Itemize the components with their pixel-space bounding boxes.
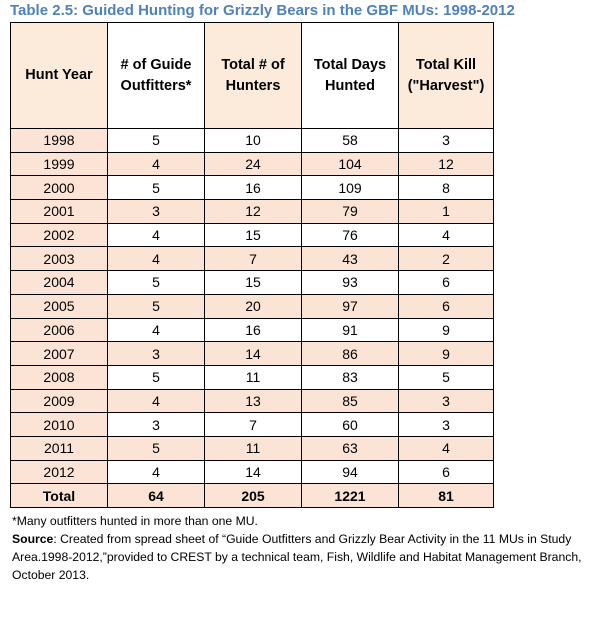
table-row	[11, 460, 494, 484]
header-total-days: Total Days Hunted	[302, 23, 399, 129]
table-title: Table 2.5: Guided Hunting for Grizzly Bears in the GBF MUs: 1998-2012	[10, 2, 515, 19]
cell-hunters: 16	[205, 176, 302, 200]
cell-guide-outfitters: 4	[108, 318, 205, 342]
table-row	[11, 200, 494, 224]
table-notes	[12, 512, 602, 584]
table-row	[11, 129, 494, 153]
cell-days-hunted: 91	[302, 318, 399, 342]
cell-guide-outfitters: 4	[108, 460, 205, 484]
header-hunt-year: Hunt Year	[11, 23, 108, 129]
cell-year: 2009	[11, 389, 108, 413]
cell-guide-outfitters: 5	[108, 271, 205, 295]
table-row	[11, 294, 494, 318]
cell-hunters: 7	[205, 247, 302, 271]
cell-kill: 8	[399, 176, 494, 200]
cell-kill: 12	[399, 152, 494, 176]
total-row	[11, 484, 494, 508]
cell-days-hunted: 58	[302, 129, 399, 153]
cell-hunters: 11	[205, 436, 302, 460]
cell-kill: 6	[399, 460, 494, 484]
total-kill: 81	[399, 484, 494, 508]
header-guide-outfitters: # of Guide Outfitters*	[108, 23, 205, 129]
cell-hunters: 14	[205, 342, 302, 366]
table-row	[11, 365, 494, 389]
cell-year: 2012	[11, 460, 108, 484]
table-row	[11, 413, 494, 437]
table-row	[11, 436, 494, 460]
cell-days-hunted: 104	[302, 152, 399, 176]
cell-kill: 3	[399, 389, 494, 413]
cell-days-hunted: 83	[302, 365, 399, 389]
cell-year: 2008	[11, 365, 108, 389]
cell-guide-outfitters: 5	[108, 294, 205, 318]
cell-kill: 9	[399, 318, 494, 342]
cell-year: 2005	[11, 294, 108, 318]
cell-kill: 3	[399, 129, 494, 153]
cell-hunters: 16	[205, 318, 302, 342]
cell-hunters: 15	[205, 223, 302, 247]
header-total-kill: Total Kill ("Harvest")	[399, 23, 494, 129]
cell-days-hunted: 43	[302, 247, 399, 271]
cell-guide-outfitters: 5	[108, 436, 205, 460]
cell-year: 1999	[11, 152, 108, 176]
cell-days-hunted: 60	[302, 413, 399, 437]
cell-days-hunted: 76	[302, 223, 399, 247]
cell-year: 2010	[11, 413, 108, 437]
cell-hunters: 7	[205, 413, 302, 437]
cell-guide-outfitters: 4	[108, 247, 205, 271]
total-label: Total	[11, 484, 108, 508]
cell-days-hunted: 93	[302, 271, 399, 295]
hunting-data-table	[10, 22, 494, 508]
total-days-hunted: 1221	[302, 484, 399, 508]
cell-hunters: 12	[205, 200, 302, 224]
cell-year: 2003	[11, 247, 108, 271]
cell-kill: 1	[399, 200, 494, 224]
cell-kill: 9	[399, 342, 494, 366]
table-row	[11, 176, 494, 200]
source-label: Source	[12, 532, 54, 546]
cell-days-hunted: 63	[302, 436, 399, 460]
table-row	[11, 318, 494, 342]
cell-guide-outfitters: 4	[108, 223, 205, 247]
cell-year: 2000	[11, 176, 108, 200]
cell-year: 2011	[11, 436, 108, 460]
cell-year: 1998	[11, 129, 108, 153]
cell-year: 2007	[11, 342, 108, 366]
cell-guide-outfitters: 4	[108, 389, 205, 413]
cell-guide-outfitters: 5	[108, 176, 205, 200]
cell-days-hunted: 97	[302, 294, 399, 318]
cell-hunters: 13	[205, 389, 302, 413]
cell-guide-outfitters: 3	[108, 200, 205, 224]
cell-guide-outfitters: 3	[108, 413, 205, 437]
cell-hunters: 20	[205, 294, 302, 318]
source-text: : Created from spread sheet of “Guide Outfitters and Grizzly Bear Activity in the 11 MUs in Study Area.1998-2012,”provided to CREST by a technical team, Fish, Wildlife and Habitat Management Branch, October 2013.	[12, 532, 582, 582]
cell-kill: 6	[399, 271, 494, 295]
cell-kill: 4	[399, 436, 494, 460]
cell-guide-outfitters: 5	[108, 365, 205, 389]
cell-hunters: 10	[205, 129, 302, 153]
header-row	[11, 23, 494, 129]
cell-year: 2002	[11, 223, 108, 247]
cell-kill: 2	[399, 247, 494, 271]
table-row	[11, 342, 494, 366]
table-row	[11, 389, 494, 413]
total-guide-outfitters: 64	[108, 484, 205, 508]
cell-hunters: 14	[205, 460, 302, 484]
table-body	[11, 129, 494, 508]
cell-kill: 6	[399, 294, 494, 318]
total-hunters: 205	[205, 484, 302, 508]
cell-guide-outfitters: 5	[108, 129, 205, 153]
cell-days-hunted: 86	[302, 342, 399, 366]
cell-year: 2004	[11, 271, 108, 295]
cell-days-hunted: 85	[302, 389, 399, 413]
cell-year: 2006	[11, 318, 108, 342]
footnote: *Many outfitters hunted in more than one MU.	[12, 514, 258, 528]
cell-hunters: 24	[205, 152, 302, 176]
header-total-hunters: Total # of Hunters	[205, 23, 302, 129]
cell-days-hunted: 79	[302, 200, 399, 224]
table-row	[11, 247, 494, 271]
table-row	[11, 152, 494, 176]
cell-hunters: 11	[205, 365, 302, 389]
cell-hunters: 15	[205, 271, 302, 295]
cell-kill: 5	[399, 365, 494, 389]
cell-kill: 4	[399, 223, 494, 247]
cell-guide-outfitters: 4	[108, 152, 205, 176]
table-row	[11, 271, 494, 295]
table-row	[11, 223, 494, 247]
cell-kill: 3	[399, 413, 494, 437]
cell-days-hunted: 94	[302, 460, 399, 484]
cell-guide-outfitters: 3	[108, 342, 205, 366]
cell-days-hunted: 109	[302, 176, 399, 200]
cell-year: 2001	[11, 200, 108, 224]
source-note	[12, 530, 602, 584]
